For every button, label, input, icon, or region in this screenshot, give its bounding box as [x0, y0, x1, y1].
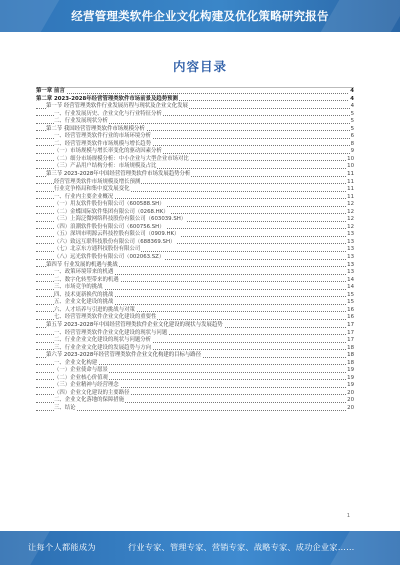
toc-entry-title: 第二章 2023-2028年经营管理类软件市场前景及趋势预测 [36, 95, 178, 102]
toc-entry-page: 18 [347, 352, 354, 359]
toc-entry-title: 二、数字化转型带来的机遇 [54, 276, 119, 283]
toc-entry[interactable] [36, 397, 354, 405]
toc-entry-page: 13 [347, 254, 354, 261]
toc-entry-title: 二、企业文化落地的保障措施 [54, 397, 125, 404]
toc-entry-title: 六、人才培养与引进的挑战与对策 [54, 306, 135, 313]
toc-entry-title: 二、行业发展现状分析 [54, 118, 108, 125]
toc-entry-page: 15 [347, 299, 354, 306]
toc-entry-title: 一、经营管理类软件企业文化建设的现状与问题 [54, 329, 168, 336]
toc-entry-title: 一、政策环境带来的机遇 [54, 269, 114, 276]
toc-entry-page: 13 [347, 269, 354, 276]
toc-entry[interactable] [36, 269, 354, 277]
toc-dot-leader [36, 410, 354, 411]
toc-entry-title: 七、经营管理类软件企业文化建设的重要性 [54, 314, 157, 321]
report-header-banner [0, 0, 400, 32]
toc-entry-title: 二、经营管理类软件市场规模与增长趋势 [54, 140, 152, 147]
toc-entry-page: 20 [347, 389, 354, 396]
toc-entry-title: 第一节 经营管理类软件行业发展历程与现状及企业文化发展 [46, 103, 188, 110]
toc-entry-page: 12 [347, 216, 354, 223]
toc-entry-page: 18 [347, 359, 354, 366]
toc-entry-title: 行业竞争格局和集中度发展变化 [54, 186, 130, 193]
toc-entry-title: （三）企业精神与经营理念 [54, 382, 119, 389]
toc-entry-title: 一、行业内主要企业概况 [54, 193, 114, 200]
toc-entry-title: 第五节 2023-2028年中国经营管理类软件企业文化建设的现状与发展趋势 [46, 321, 223, 328]
toc-entry[interactable] [36, 314, 354, 322]
toc-entry-title: 第三节 2023-2028年中国经营管理类软件市场发展趋势分析 [46, 171, 191, 178]
toc-entry[interactable] [36, 284, 354, 292]
toc-entry-title: （四）浪潮软件股份有限公司（600756.SH） [54, 223, 165, 230]
toc-entry-title: 第六节 2023-2028年经营管理类软件企业文化构建的目标与路径 [46, 352, 202, 359]
report-title: 经营管理类软件企业文化构建及优化策略研究报告 [71, 9, 329, 23]
toc-entry[interactable] [36, 201, 354, 209]
toc-entry[interactable] [36, 133, 354, 141]
toc-entry-page: 6 [350, 133, 354, 140]
toc-entry[interactable] [36, 367, 354, 375]
toc-entry-page: 13 [347, 231, 354, 238]
footer-banner [0, 531, 400, 565]
toc-entry[interactable] [36, 352, 354, 360]
toc-entry-title: （二）企业核心价值观 [54, 374, 108, 381]
toc-entry[interactable] [36, 163, 354, 171]
toc-dot-leader [36, 93, 354, 94]
toc-entry-page: 17 [347, 337, 354, 344]
toc-entry-title: 三、市场竞争的挑战 [54, 284, 103, 291]
toc-entry-title: 第四节 行业发展的机遇与挑战 [46, 261, 118, 268]
toc-entry[interactable] [36, 103, 354, 111]
toc-entry[interactable] [36, 254, 354, 262]
toc-entry[interactable] [36, 148, 354, 156]
toc-entry-page: 5 [350, 118, 354, 125]
toc-entry[interactable] [36, 337, 354, 345]
toc-entry-page: 15 [347, 291, 354, 298]
toc-entry-page: 12 [347, 201, 354, 208]
toc-entry-title: （三）上海泛微网络科技股份有限公司（603039.SH） [54, 216, 187, 223]
toc-entry-page: 16 [347, 314, 354, 321]
toc-entry-page: 20 [347, 404, 354, 411]
toc-entry[interactable] [36, 262, 354, 270]
toc-entry-page: 11 [347, 186, 354, 193]
toc-entry-page: 5 [350, 110, 354, 117]
toc-entry-page: 4 [350, 103, 354, 110]
toc-entry[interactable] [36, 216, 354, 224]
toc-entry-page: 12 [347, 223, 354, 230]
toc-entry-page: 17 [347, 321, 354, 328]
table-of-contents [36, 87, 354, 413]
toc-entry-title: （一）用友软件股份有限公司（600588.SH） [54, 201, 165, 208]
toc-entry-title: 经营管理类软件市场规模及增长预测 [54, 178, 141, 185]
toc-entry-page: 18 [347, 344, 354, 351]
toc-heading: 内容目录 [172, 59, 227, 74]
toc-entry-title: （一）企业使命与愿景 [54, 367, 108, 374]
toc-entry-title: 三、行业企业文化建设的发展趋势与方向 [54, 344, 152, 351]
toc-entry-title: 三、结论 [54, 404, 76, 411]
toc-entry[interactable] [36, 186, 354, 194]
toc-entry-page: 8 [350, 140, 354, 147]
toc-entry[interactable] [36, 118, 354, 126]
toc-entry-page: 11 [347, 193, 354, 200]
toc-entry-title: 一、行业发展历史、企业文化与行业特征分析 [54, 110, 162, 117]
toc-entry-page: 13 [347, 238, 354, 245]
toc-entry-title: （三）产品用户结构分析：市场规模及占比 [54, 163, 157, 170]
page-number: 1 [346, 513, 350, 519]
toc-entry[interactable] [36, 179, 354, 187]
toc-entry[interactable] [36, 96, 354, 104]
toc-entry[interactable] [36, 299, 354, 307]
toc-entry[interactable] [36, 246, 354, 254]
toc-entry-page: 12 [347, 208, 354, 215]
toc-entry-page: 11 [347, 178, 354, 185]
toc-entry-page: 10 [347, 163, 354, 170]
toc-entry-page: 17 [347, 329, 354, 336]
toc-entry-page: 19 [347, 382, 354, 389]
footer-slogan: 让每个人都能成为 [28, 542, 96, 552]
toc-entry-page: 13 [347, 261, 354, 268]
toc-entry-title: 五、企业文化建设的挑战 [54, 299, 114, 306]
toc-entry-title: 二、行业企业文化建设的现状与问题分析 [54, 337, 152, 344]
toc-entry-title: （四）企业文化建设的主要路径 [54, 389, 130, 396]
toc-entry-title: 四、技术更新换代的挑战 [54, 291, 114, 298]
toc-entry-page: 13 [347, 246, 354, 253]
toc-entry-page: 9 [350, 148, 354, 155]
toc-entry[interactable] [36, 345, 354, 353]
toc-entry-page: 5 [350, 125, 354, 132]
toc-entry[interactable] [36, 171, 354, 179]
toc-entry[interactable] [36, 231, 354, 239]
toc-entry-title: （五）深圳市明源云科技控股有限公司（0909.HK） [54, 231, 180, 238]
toc-entry-page: 19 [347, 374, 354, 381]
toc-entry-title: （七）北京东方通科技股份有限公司 [54, 246, 141, 253]
toc-entry-page: 19 [347, 367, 354, 374]
toc-entry-title: （六）致远互联科技股份有限公司（688369.SH） [54, 238, 176, 245]
toc-entry[interactable] [36, 87, 354, 96]
toc-entry-title: 一、经营管理类软件行业的市场环境分析 [54, 133, 152, 140]
toc-entry-page: 14 [347, 276, 354, 283]
toc-entry-page: 4 [350, 95, 354, 102]
toc-entry-page: 11 [347, 171, 354, 178]
toc-entry[interactable] [36, 405, 354, 413]
toc-entry-title: （二）细分市场规模分析：中小企业与大型企业市场对比 [54, 155, 189, 162]
toc-entry-title: 一、企业文化构建 [54, 359, 98, 366]
toc-entry-page: 10 [347, 155, 354, 162]
toc-entry-title: （八）远光软件股份有限公司（002063.SZ） [54, 254, 165, 261]
toc-entry-title: 第二节 我国经营管理类软件市场规模分析 [46, 125, 145, 132]
toc-entry[interactable] [36, 382, 354, 390]
toc-entry[interactable] [36, 330, 354, 338]
footer-roles: 行业专家、管理专家、营销专家、战略专家、成功企业家…… [128, 542, 355, 552]
toc-entry-page: 20 [347, 397, 354, 404]
toc-entry-title: （二）金蝶国际软件集团有限公司（0268.HK） [54, 208, 169, 215]
toc-entry-title: 第一章 前言 [36, 88, 65, 94]
toc-entry[interactable] [36, 322, 354, 330]
toc-entry-page: 16 [347, 306, 354, 313]
toc-entry-page: 4 [350, 88, 354, 94]
toc-entry-title: （一）市场规模与增长率变化的驱动因素分析 [54, 148, 162, 155]
toc-entry-page: 14 [347, 284, 354, 291]
